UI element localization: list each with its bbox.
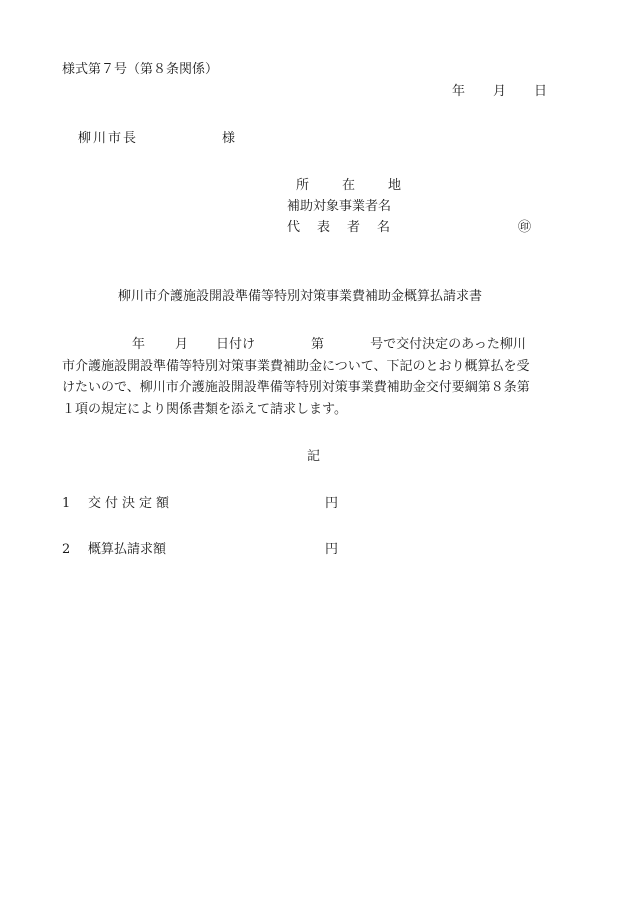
body-line-1: 年 月 日付け 第 号で交付決定のあった柳川: [132, 337, 526, 352]
date-month: 月: [493, 84, 507, 99]
body-paragraph: [62, 334, 568, 420]
date-day: 日: [534, 84, 548, 99]
body-line-3: けたいので、柳川市介護施設開設準備等特別対策事業費補助金交付要綱第８条第: [62, 380, 530, 395]
body-line-4: １項の規定により関係書類を添えて請求します。: [62, 401, 347, 417]
applicant-block: [287, 177, 401, 240]
applicant-representative-label: 代 表 者 名: [287, 220, 391, 235]
date-year: 年: [452, 84, 466, 99]
applicant-address-label: 所 在 地: [296, 178, 402, 193]
item-label: 交付決定額: [88, 496, 174, 511]
item-unit: 円: [325, 542, 339, 557]
body-line-2: 市介護施設開設準備等特別対策事業費補助金について、下記のとおり概算払を受: [62, 358, 530, 374]
item-number: 2: [62, 542, 71, 557]
item-unit: 円: [325, 496, 339, 511]
item-row: [62, 541, 338, 559]
document-title: 柳川市介護施設開設準備等特別対策事業費補助金概算払請求書: [118, 289, 483, 304]
form-number: 様式第７号（第８条関係）: [62, 62, 219, 77]
ki-heading: 記: [307, 449, 321, 464]
item-label: 概算払請求額: [88, 542, 167, 557]
item-row: [62, 495, 338, 513]
addressee-honorific: 様: [222, 131, 236, 146]
date-line: [452, 83, 547, 101]
applicant-business-name-label: 補助対象事業者名: [287, 199, 392, 214]
item-number: 1: [62, 496, 71, 511]
addressee-name: 柳川市長: [78, 131, 139, 146]
seal-mark: ㊞: [518, 220, 532, 235]
